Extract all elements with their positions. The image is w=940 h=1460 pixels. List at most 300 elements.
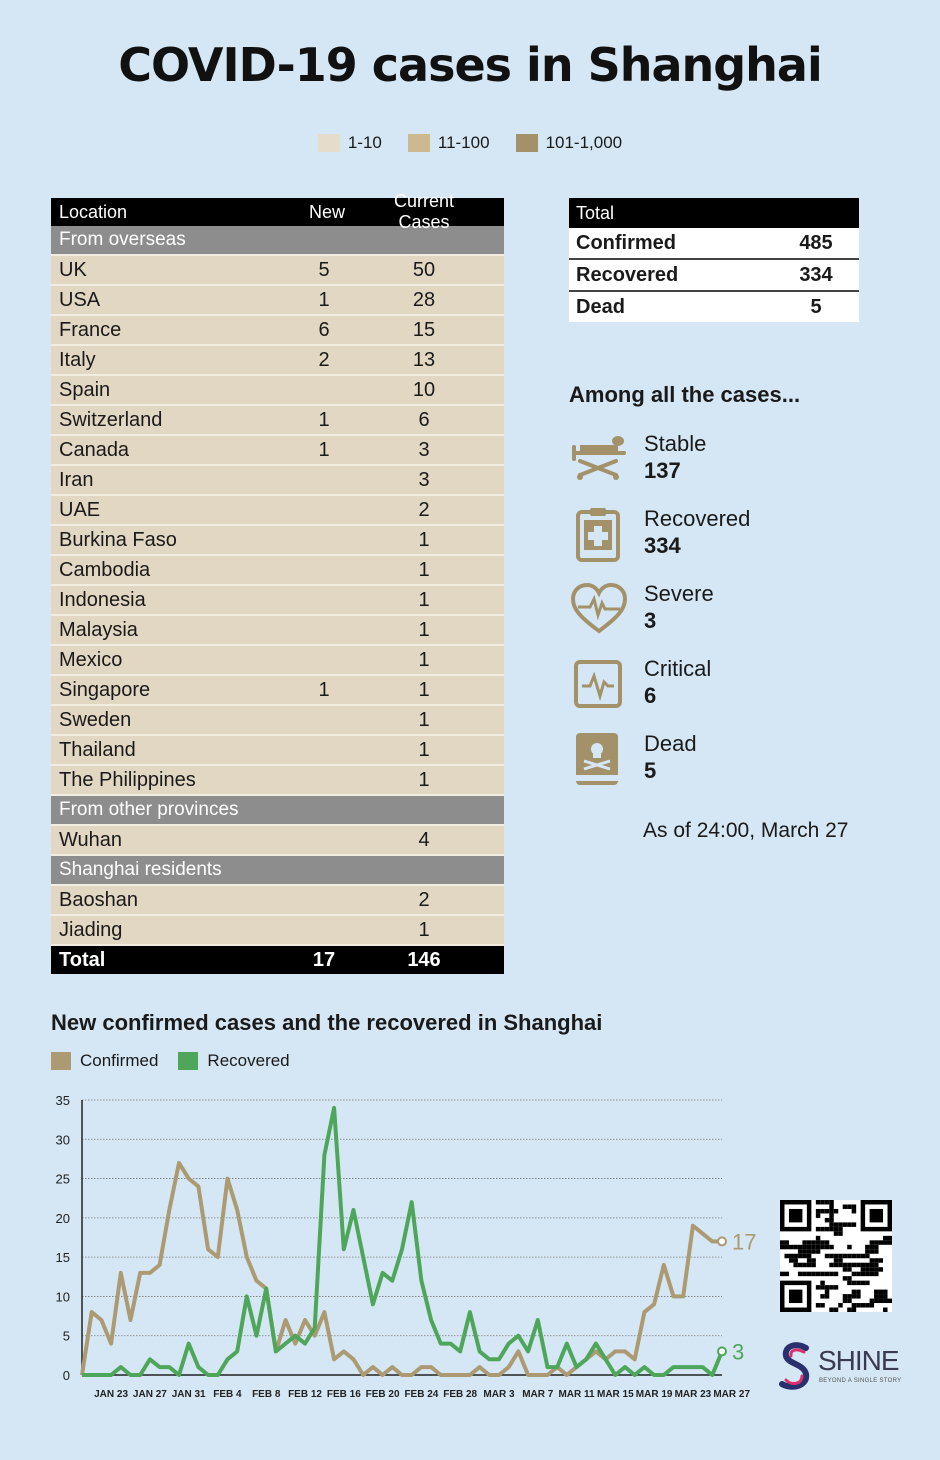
qr-code (780, 1200, 892, 1312)
qr-module (847, 1308, 851, 1312)
qr-module (802, 1245, 806, 1249)
qr-module (847, 1263, 851, 1267)
table-row (51, 436, 504, 466)
location-cell: From other provinces (59, 799, 239, 820)
table-row (51, 616, 504, 646)
legend-item (408, 133, 490, 153)
qr-module (820, 1200, 824, 1204)
table-row (51, 916, 504, 946)
qr-module (879, 1290, 883, 1294)
qr-module (780, 1240, 784, 1244)
qr-module (865, 1272, 869, 1276)
location-cell: Burkina Faso (59, 528, 177, 551)
qr-module (816, 1236, 820, 1240)
qr-module (834, 1209, 838, 1213)
location-cell: The Philippines (59, 768, 196, 791)
current-cell: 1 (418, 648, 430, 671)
current-cell: 1 (418, 588, 430, 611)
location-cell: Mexico (59, 648, 123, 671)
qr-module (811, 1249, 815, 1253)
qr-module (870, 1263, 874, 1267)
qr-module (879, 1294, 883, 1298)
x-tick-label: FEB 24 (404, 1389, 439, 1400)
location-cell: Cambodia (59, 558, 151, 581)
location-cell: Malaysia (59, 618, 138, 641)
qr-module (843, 1254, 847, 1258)
totals-label: Confirmed (576, 231, 676, 254)
qr-module (883, 1308, 887, 1312)
qr-module (834, 1258, 838, 1262)
table-row (51, 406, 504, 436)
qr-module (870, 1249, 874, 1253)
table-row (51, 646, 504, 676)
qr-module (865, 1267, 869, 1271)
table-row (51, 256, 504, 286)
current-cell: 2 (418, 888, 430, 911)
qr-module (852, 1281, 856, 1285)
qr-module (879, 1258, 883, 1262)
qr-module (847, 1204, 851, 1208)
table-row (51, 736, 504, 766)
legend-swatch (51, 1052, 71, 1070)
qr-module (807, 1249, 811, 1253)
monitor-pulse-icon (570, 656, 628, 714)
location-cell: Canada (59, 438, 130, 461)
current-cell: 4 (418, 828, 430, 851)
brand-name: SHINE (818, 1345, 899, 1376)
legend-swatch (516, 134, 538, 152)
x-tick-label: MAR 19 (635, 1389, 673, 1400)
qr-module (798, 1245, 802, 1249)
qr-module (825, 1272, 829, 1276)
table-row (51, 316, 504, 346)
current-cell: 1 (418, 918, 430, 941)
qr-module (856, 1290, 860, 1294)
among-title: Among all the cases... (569, 382, 801, 407)
new-cell: 1 (318, 678, 330, 701)
x-tick-label: FEB 16 (326, 1389, 361, 1400)
new-cell: 5 (318, 258, 330, 281)
qr-module (883, 1236, 887, 1240)
new-cell: 1 (318, 288, 330, 311)
qr-module (807, 1254, 811, 1258)
location-cell: Iran (59, 468, 94, 491)
x-tick-label: JAN 23 (94, 1389, 129, 1400)
x-tick-label: FEB 20 (365, 1389, 400, 1400)
qr-module (847, 1254, 851, 1258)
qr-module (856, 1294, 860, 1298)
qr-module (865, 1254, 869, 1258)
table-row (51, 676, 504, 706)
location-cell: Switzerland (59, 408, 163, 431)
x-tick-label: MAR 11 (558, 1389, 595, 1400)
qr-module (838, 1254, 842, 1258)
qr-module (820, 1303, 824, 1307)
qr-module (852, 1263, 856, 1267)
qr-module (847, 1222, 851, 1226)
qr-module (870, 1209, 883, 1222)
qr-module (820, 1227, 824, 1231)
location-table (51, 191, 504, 974)
qr-module (820, 1285, 824, 1289)
qr-module (861, 1272, 865, 1276)
totals-row (569, 292, 859, 322)
stretcher-icon (570, 431, 628, 489)
qr-module (847, 1245, 851, 1249)
qr-module (811, 1272, 815, 1276)
table-row (51, 586, 504, 616)
qr-module (861, 1254, 865, 1258)
qr-module (838, 1258, 842, 1262)
qr-module (861, 1267, 865, 1271)
location-cell: Indonesia (59, 588, 146, 611)
totals-row (569, 228, 859, 260)
qr-module (852, 1290, 856, 1294)
new-cell: 2 (318, 348, 330, 371)
legend-item (318, 133, 382, 153)
qr-module (852, 1303, 856, 1307)
table-row (51, 556, 504, 586)
qr-module (789, 1258, 793, 1262)
qr-module (843, 1294, 847, 1298)
series-end-marker (718, 1237, 726, 1245)
qr-module (834, 1308, 838, 1312)
qr-module (874, 1245, 878, 1249)
new-cell: 1 (318, 408, 330, 431)
section-header (51, 796, 504, 826)
qr-module (861, 1263, 865, 1267)
qr-module (780, 1245, 784, 1249)
qr-module (802, 1249, 806, 1253)
location-cell: Baoshan (59, 888, 138, 911)
qr-module (838, 1222, 842, 1226)
qr-module (807, 1263, 811, 1267)
qr-module (843, 1222, 847, 1226)
qr-module (807, 1272, 811, 1276)
qr-module (834, 1231, 838, 1235)
qr-module (852, 1204, 856, 1208)
location-cell: Sweden (59, 708, 132, 731)
qr-module (802, 1263, 806, 1267)
totals-value: 485 (799, 231, 833, 254)
qr-module (870, 1245, 874, 1249)
totals-label: Recovered (576, 263, 679, 286)
location-cell: UAE (59, 498, 101, 521)
series-end-label: 3 (732, 1339, 745, 1365)
y-tick-label: 0 (62, 1368, 70, 1383)
qr-module (807, 1240, 811, 1244)
qr-module (825, 1200, 829, 1204)
stat-value: 5 (644, 758, 657, 783)
location-cell: Location (59, 201, 128, 222)
qr-module (816, 1249, 820, 1253)
qr-module (825, 1218, 829, 1222)
location-cell: Singapore (59, 678, 151, 701)
qr-module (874, 1249, 878, 1253)
legend-label: Recovered (207, 1051, 290, 1070)
qr-module (825, 1240, 829, 1244)
y-tick-label: 10 (55, 1289, 70, 1305)
qr-module (861, 1303, 865, 1307)
legend-label: 101-1,000 (545, 133, 623, 152)
series-end-label: 17 (732, 1229, 757, 1255)
qr-module (838, 1263, 842, 1267)
qr-module (825, 1254, 829, 1258)
qr-module (816, 1303, 820, 1307)
qr-module (874, 1263, 878, 1267)
current-cell: 10 (412, 378, 436, 401)
qr-module (811, 1240, 815, 1244)
new-cell: New (309, 201, 346, 222)
legend-label: Confirmed (80, 1051, 159, 1070)
qr-module (802, 1254, 806, 1258)
qr-module (847, 1299, 851, 1303)
stat-label: Severe (644, 581, 714, 606)
qr-module (829, 1218, 833, 1222)
stat-label: Stable (644, 431, 707, 456)
qr-module (816, 1200, 820, 1204)
qr-module (816, 1240, 820, 1244)
current-cell: 1 (418, 558, 430, 581)
qr-module (784, 1240, 788, 1244)
qr-module (870, 1258, 874, 1262)
qr-module (829, 1213, 833, 1217)
totals-header: Total (569, 198, 859, 228)
qr-module (820, 1281, 824, 1285)
table-row (51, 886, 504, 916)
series-end-marker (718, 1347, 726, 1355)
x-tick-label: MAR 7 (522, 1389, 554, 1400)
clipboard-medical-icon (570, 506, 628, 564)
qr-module (834, 1222, 838, 1226)
series-line-confirmed (82, 1163, 722, 1375)
qr-module (888, 1240, 892, 1244)
table-row (51, 526, 504, 556)
new-cell: 6 (318, 318, 330, 341)
x-tick-label: FEB 12 (288, 1389, 322, 1400)
qr-module (888, 1299, 892, 1303)
table-row (51, 496, 504, 526)
qr-module (874, 1258, 878, 1262)
y-tick-label: 35 (55, 1093, 70, 1108)
stat-value: 3 (644, 608, 657, 633)
as-of-note: As of 24:00, March 27 (643, 819, 849, 842)
line-chart (0, 1085, 790, 1405)
current-cell: 1 (418, 528, 430, 551)
totals-value: 5 (810, 295, 822, 318)
qr-module (847, 1276, 851, 1280)
qr-module (834, 1272, 838, 1276)
current-cell: 15 (412, 318, 436, 341)
qr-module (829, 1245, 833, 1249)
current-cell: 50 (412, 258, 436, 281)
qr-module (793, 1245, 797, 1249)
qr-module (843, 1276, 847, 1280)
qr-module (870, 1267, 874, 1271)
qr-module (820, 1209, 824, 1213)
location-cell: UK (59, 258, 87, 281)
qr-module (834, 1263, 838, 1267)
current-cell: 1 (418, 768, 430, 791)
qr-module (865, 1263, 869, 1267)
qr-module (838, 1303, 842, 1307)
qr-module (883, 1294, 887, 1298)
location-cell: Wuhan (59, 828, 123, 851)
qr-module (847, 1294, 851, 1298)
totals-row (569, 260, 859, 292)
qr-module (820, 1245, 824, 1249)
x-tick-label: FEB 28 (443, 1389, 478, 1400)
table-row (51, 766, 504, 796)
stat-value: 6 (644, 683, 657, 708)
qr-module (829, 1227, 833, 1231)
legend-swatch (178, 1052, 198, 1070)
qr-module (798, 1254, 802, 1258)
qr-module (807, 1258, 811, 1262)
qr-module (829, 1200, 833, 1204)
totals-value: 334 (799, 263, 833, 286)
qr-module (807, 1245, 811, 1249)
qr-module (825, 1294, 829, 1298)
qr-module (829, 1308, 833, 1312)
stat-value: 137 (644, 458, 681, 483)
qr-module (816, 1285, 820, 1289)
qr-module (879, 1299, 883, 1303)
qr-module (856, 1254, 860, 1258)
qr-module (825, 1227, 829, 1231)
qr-module (843, 1299, 847, 1303)
qr-module (852, 1209, 856, 1213)
qr-module (852, 1308, 856, 1312)
qr-module (784, 1272, 788, 1276)
location-cell: Italy (59, 348, 96, 371)
qr-module (856, 1272, 860, 1276)
qr-module (829, 1263, 833, 1267)
current-cell: 6 (418, 408, 430, 431)
qr-module (843, 1263, 847, 1267)
current-cell: 13 (412, 348, 436, 371)
qr-module (789, 1290, 802, 1303)
brand-tagline: BEYOND A SINGLE STORY (819, 1378, 902, 1384)
y-tick-label: 25 (55, 1171, 70, 1187)
qr-module (865, 1281, 869, 1285)
qr-module (793, 1263, 797, 1267)
chart-legend (51, 1051, 290, 1071)
qr-module (816, 1227, 820, 1231)
color-legend (0, 133, 940, 153)
stat-value: 334 (644, 533, 681, 558)
page-title: COVID-19 cases in Shanghai (118, 38, 822, 92)
qr-module (856, 1263, 860, 1267)
legend-swatch (318, 134, 340, 152)
qr-module (874, 1299, 878, 1303)
qr-module (834, 1227, 838, 1231)
series-line-recovered (82, 1108, 722, 1375)
current-cell: 3 (418, 438, 430, 461)
legend-label: 1-10 (347, 133, 382, 152)
new-cell: 1 (318, 438, 330, 461)
stat-severe (570, 581, 830, 641)
current-cell: 3 (418, 468, 430, 491)
qr-module (798, 1272, 802, 1276)
qr-module (888, 1236, 892, 1240)
qr-module (829, 1204, 833, 1208)
qr-module (789, 1254, 793, 1258)
current-cell: 1 (418, 618, 430, 641)
qr-module (865, 1303, 869, 1307)
qr-module (793, 1254, 797, 1258)
new-cell: 17 (312, 948, 336, 971)
x-tick-label: MAR 15 (596, 1389, 634, 1400)
table-total-row (51, 946, 504, 974)
qr-module (847, 1281, 851, 1285)
qr-module (852, 1222, 856, 1226)
qr-module (829, 1222, 833, 1226)
qr-module (816, 1272, 820, 1276)
section-header (51, 856, 504, 886)
qr-module (789, 1245, 793, 1249)
qr-module (802, 1272, 806, 1276)
qr-module (847, 1267, 851, 1271)
qr-module (834, 1254, 838, 1258)
qr-module (789, 1209, 802, 1222)
qr-module (825, 1290, 829, 1294)
table-header (51, 191, 504, 232)
stat-label: Recovered (644, 506, 751, 531)
location-cell: Thailand (59, 738, 136, 761)
qr-module (829, 1254, 833, 1258)
stat-label: Dead (644, 731, 697, 756)
qr-module (879, 1240, 883, 1244)
totals-label: Dead (576, 295, 625, 318)
stat-stable (570, 431, 830, 491)
current-cell: 2 (418, 498, 430, 521)
qr-module (865, 1249, 869, 1253)
table-row (51, 706, 504, 736)
table-row (51, 826, 504, 856)
qr-module (865, 1245, 869, 1249)
qr-module (874, 1240, 878, 1244)
qr-module (802, 1240, 806, 1244)
qr-module (870, 1240, 874, 1244)
qr-module (816, 1245, 820, 1249)
qr-module (780, 1272, 784, 1276)
x-tick-label: FEB 8 (252, 1389, 281, 1400)
x-tick-label: MAR 3 (483, 1389, 515, 1400)
y-tick-label: 5 (62, 1328, 70, 1344)
table-row (51, 466, 504, 496)
qr-module (784, 1254, 788, 1258)
table-row (51, 376, 504, 406)
qr-module (856, 1281, 860, 1285)
qr-module (811, 1263, 815, 1267)
qr-module (820, 1240, 824, 1244)
location-cell: France (59, 318, 122, 341)
qr-module (883, 1299, 887, 1303)
legend-label: 11-100 (437, 133, 490, 152)
qr-module (883, 1240, 887, 1244)
current-cell: 28 (412, 288, 436, 311)
qr-module (825, 1285, 829, 1289)
qr-module (820, 1294, 824, 1298)
location-cell: Shanghai residents (59, 859, 222, 880)
qr-module (798, 1249, 802, 1253)
qr-module (874, 1294, 878, 1298)
location-cell: Spain (59, 378, 111, 401)
qr-module (843, 1267, 847, 1271)
stat-recovered (570, 506, 830, 566)
qr-module (829, 1209, 833, 1213)
